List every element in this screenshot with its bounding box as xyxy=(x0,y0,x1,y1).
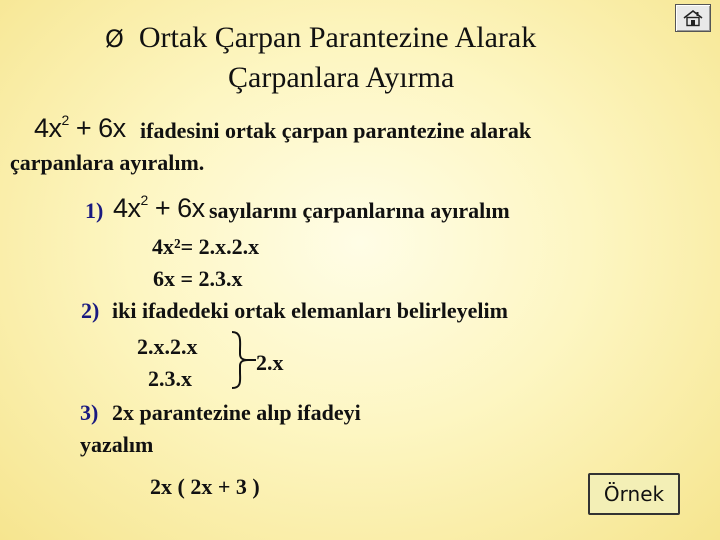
step2-row-a: 2.x.2.x xyxy=(137,334,198,359)
intro-expression xyxy=(34,112,126,144)
step3-text-1: 2x parantezine alıp ifadeyi xyxy=(112,400,361,425)
home-icon xyxy=(682,9,704,27)
ornek-button[interactable]: Örnek xyxy=(588,473,680,515)
step3-result: 2x ( 2x + 3 ) xyxy=(150,474,260,499)
curly-brace-icon xyxy=(228,330,258,390)
arrow-bullet-icon: Ø xyxy=(105,25,124,53)
step3-number: 3) xyxy=(80,400,99,425)
step1-number: 1) xyxy=(85,198,104,223)
step1-text: sayılarını çarpanlarına ayıralım xyxy=(209,198,510,223)
step2-number: 2) xyxy=(81,298,100,323)
title-line-1: Ortak Çarpan Parantezine Alarak xyxy=(138,21,537,54)
expr-coef: 4x xyxy=(113,193,141,223)
slide-title xyxy=(105,20,536,57)
step2-row-b: 2.3.x xyxy=(148,366,192,391)
expr-rest: + 6x xyxy=(68,113,126,143)
expr-exponent: 2 xyxy=(140,192,148,208)
expr-rest: + 6x xyxy=(147,193,205,223)
expr-coef: 4x xyxy=(34,113,62,143)
step1-line-b: 6x = 2.3.x xyxy=(153,266,243,291)
expr-exponent: 2 xyxy=(61,112,69,128)
step1-line-a: 4x²= 2.x.2.x xyxy=(152,234,260,259)
intro-text-1: ifadesini ortak çarpan parantezine alarak xyxy=(140,118,532,143)
title-line-2: Çarpanlara Ayırma xyxy=(228,61,455,94)
step2-text: iki ifadedeki ortak elemanları belirleyelim xyxy=(112,298,508,323)
home-button[interactable] xyxy=(675,4,711,32)
step3-text-2: yazalım xyxy=(80,432,154,457)
step2-common: 2.x xyxy=(256,350,284,375)
step1-expression xyxy=(113,192,205,224)
intro-text-2: çarpanlara ayıralım. xyxy=(10,150,205,175)
